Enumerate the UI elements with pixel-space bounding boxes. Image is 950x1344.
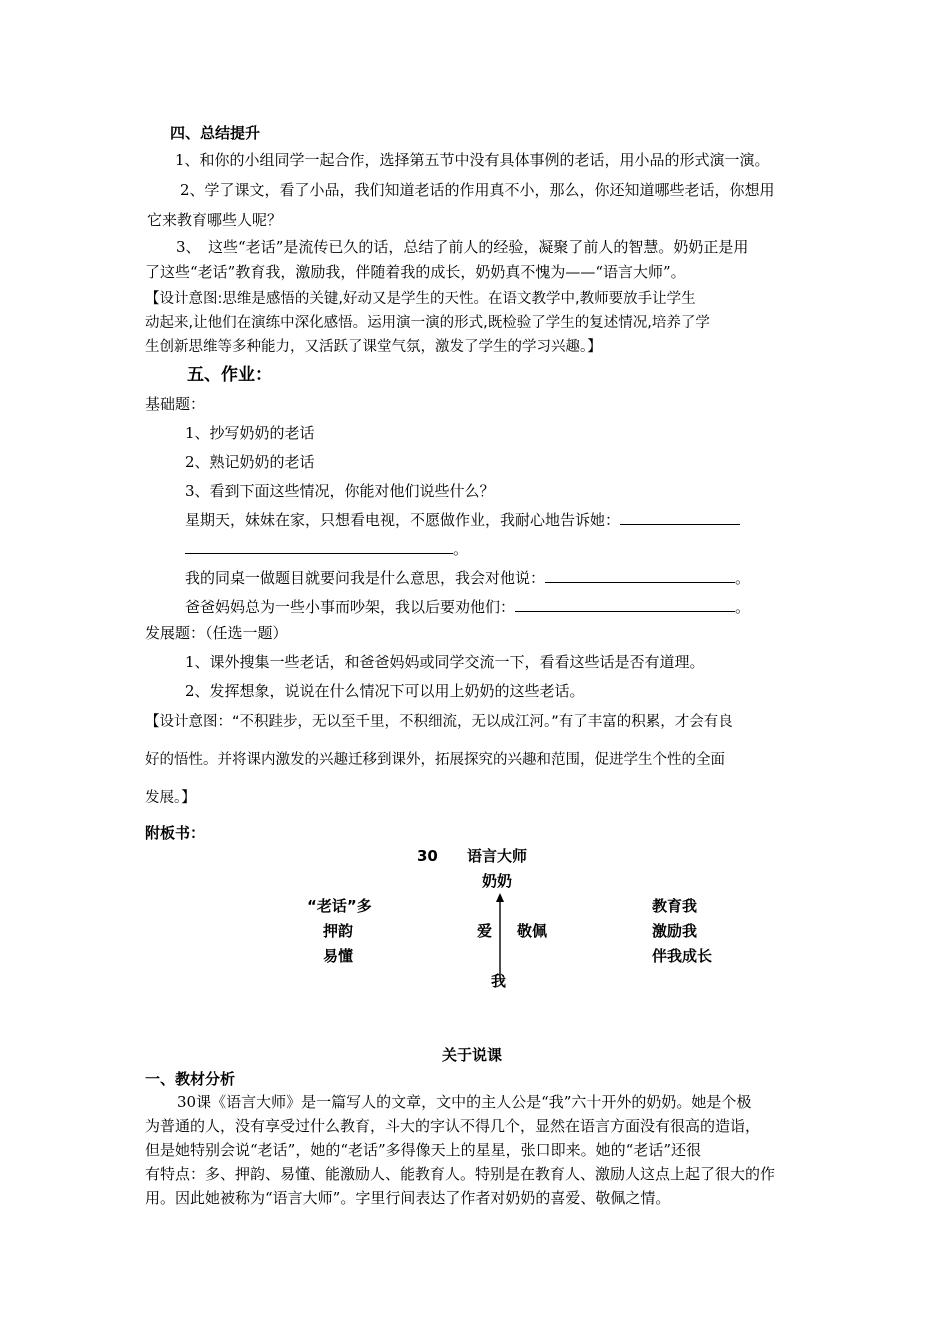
section4-item2-line1: 2、学了课文，看了小品，我们知道老话的作用真不小，那么，你还知道哪些老话，你想用 xyxy=(180,181,775,199)
case3-text: 爸爸妈妈总为一些小事而吵架，我以后要劝他们： xyxy=(185,598,516,616)
talk-title: 关于说课 xyxy=(442,1046,503,1064)
case1-answer-blank[interactable] xyxy=(620,510,740,525)
section4-heading: 四、总结提升 xyxy=(170,124,261,142)
case2-text: 我的同桌一做题目就要问我是什么意思，我会对他说： xyxy=(185,569,546,587)
section4-design-line3: 生创新思维等多种能力，又活跃了课堂气氛，激发了学生的学习兴趣。】 xyxy=(145,339,602,355)
board-right-3: 伴我成长 xyxy=(652,947,713,965)
case3-answer-blank[interactable] xyxy=(515,597,735,612)
section4-item2-line2: 它来教育哪些人呢？ xyxy=(147,211,283,229)
case1-line xyxy=(185,510,740,530)
talk-para-line5: 用。因此她被称为“语言大师”。字里行间表达了作者对奶奶的喜爱、敬佩之情。 xyxy=(145,1189,671,1207)
section5-heading: 五、作业： xyxy=(187,365,272,385)
basic-item2: 2、熟记奶奶的老话 xyxy=(185,453,315,471)
case1-end: 。 xyxy=(453,540,469,558)
dev-item2: 2、发挥想象，说说在什么情况下可以用上奶奶的这些老话。 xyxy=(185,682,585,700)
talk-para-line1: 30课《语言大师》是一篇写人的文章，文中的主人公是“我”六十开外的奶奶。她是个极 xyxy=(177,1093,752,1111)
case3-end: 。 xyxy=(735,598,751,616)
dev-item1: 1、课外搜集一些老话，和爸爸妈妈或同学交流一下，看看这些话是否有道理。 xyxy=(185,653,705,671)
talk-para-line4: 有特点：多、押韵、易懂、能激励人、能教育人。特别是在教育人、激励人这点上起了很大的作 xyxy=(145,1165,776,1183)
section4-design-line1: 【设计意图:思维是感悟的关键,好动又是学生的天性。在语文教学中,教师要放手让学生 xyxy=(145,291,696,307)
case2-line xyxy=(185,568,750,588)
board-me: 我 xyxy=(491,972,507,990)
case2-end: 。 xyxy=(735,569,751,587)
board-title: 语言大师 xyxy=(467,847,528,865)
dev-label: 发展题：（任选一题） xyxy=(145,624,288,642)
board-respect: 敬佩 xyxy=(517,922,548,940)
board-left-1: “老话”多 xyxy=(307,897,372,915)
talk-heading1: 一、教材分析 xyxy=(145,1070,236,1088)
case1-answer-blank-2[interactable] xyxy=(185,539,453,554)
board-grandma: 奶奶 xyxy=(482,872,513,890)
basic-item3: 3、看到下面这些情况，你能对他们说些什么？ xyxy=(185,482,495,500)
section4-item1: 1、和你的小组同学一起合作，选择第五节中没有具体事例的老话，用小品的形式演一演。 xyxy=(175,151,770,169)
basic-item1: 1、抄写奶奶的老话 xyxy=(185,424,315,442)
case2-answer-blank[interactable] xyxy=(545,568,735,583)
board-number: 30 xyxy=(417,847,438,865)
board-right-1: 教育我 xyxy=(652,897,698,915)
section5-design-line1: 【设计意图：“不积跬步，无以至千里，不积细流，无以成江河。”有了丰富的积累，才会有良 xyxy=(145,714,733,730)
board-love: 爱 xyxy=(477,922,493,940)
talk-para-line3: 但是她特别会说“老话”，她的“老话”多得像天上的星星，张口即来。她的“老话”还很 xyxy=(145,1141,702,1159)
board-left-2: 押韵 xyxy=(323,922,354,940)
board-right-2: 激励我 xyxy=(652,922,698,940)
section4-item3-line1: 3、 这些“老话”是流传已久的话，总结了前人的经验，凝聚了前人的智慧。奶奶正是用 xyxy=(176,238,749,256)
case3-line xyxy=(185,597,750,617)
board-label: 附板书： xyxy=(145,824,206,842)
basic-label: 基础题： xyxy=(145,395,206,413)
talk-para-line2: 为普通的人，没有享受过什么教育，斗大的字认不得几个，显然在语言方面没有很高的造诣， xyxy=(145,1117,761,1135)
section5-design-line2: 好的悟性。并将课内激发的兴趣迁移到课外，拓展探究的兴趣和范围，促进学生个性的全面 xyxy=(145,752,725,768)
up-arrow-icon xyxy=(492,893,508,973)
section4-design-line2: 动起来,让他们在演练中深化感悟。运用演一演的形式,既检验了学生的复述情况,培养了学 xyxy=(145,315,710,331)
section4-item3-line2: 了这些“老话”教育我，激励我，伴随着我的成长，奶奶真不愧为——“语言大师”。 xyxy=(145,263,686,281)
section5-design-line3: 发展。】 xyxy=(145,790,196,806)
board-left-3: 易懂 xyxy=(323,947,354,965)
case1-continuation xyxy=(185,539,468,559)
case1-text: 星期天，妹妹在家，只想看电视，不愿做作业，我耐心地告诉她： xyxy=(185,511,621,529)
